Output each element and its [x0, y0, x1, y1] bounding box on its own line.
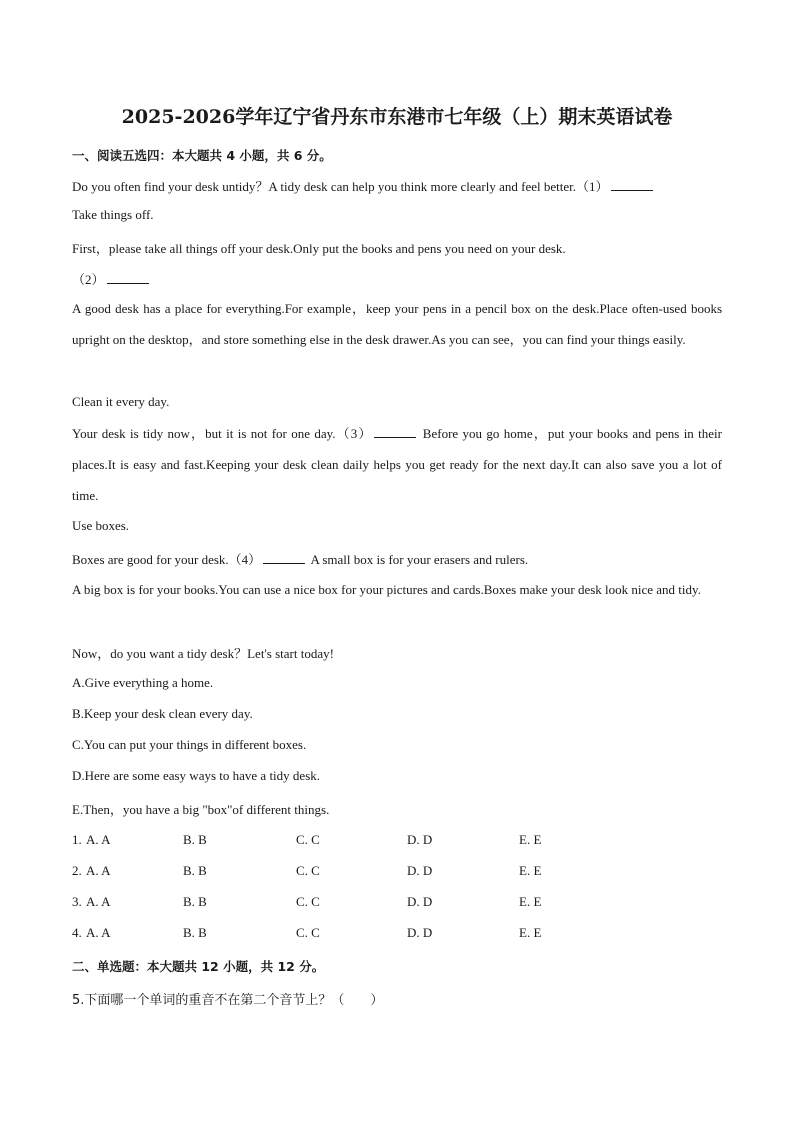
choice-item: B.Keep your desk clean every day.	[72, 706, 253, 721]
option-e[interactable]: E. E	[519, 894, 542, 909]
option-c[interactable]: C. C	[296, 863, 320, 878]
passage-line	[72, 269, 151, 288]
choice-item: E.Then，you have a big "box"of different things.	[72, 802, 330, 817]
passage-subheading: Take things off.	[72, 207, 154, 222]
blank-number: （2）	[72, 272, 105, 287]
question-number: 1.	[72, 832, 82, 847]
choice-item: C.You can put your things in different boxes.	[72, 737, 307, 752]
option-d[interactable]: D. D	[407, 925, 433, 940]
passage-line	[72, 549, 528, 568]
answer-blank[interactable]	[107, 271, 149, 284]
passage-text: Do you often find your desk untidy？A tidy desk can help you think more clearly and feel better.（1）	[72, 179, 609, 194]
choice-item: D.Here are some easy ways to have a tidy desk.	[72, 768, 320, 783]
option-d[interactable]: D. D	[407, 863, 433, 878]
option-e[interactable]: E. E	[519, 925, 542, 940]
page-title: 2025-2026学年辽宁省丹东市东港市七年级（上）期末英语试卷	[121, 106, 673, 128]
passage-paragraph	[72, 418, 722, 511]
section-heading-single-choice: 二、单选题：本大题共 12 小题，共 12 分。	[72, 959, 325, 974]
question-number: 3.	[72, 894, 82, 909]
question-number: 2.	[72, 863, 82, 878]
option-a[interactable]: A. A	[86, 894, 111, 909]
option-c[interactable]: C. C	[296, 925, 320, 940]
option-d[interactable]: D. D	[407, 832, 433, 847]
choice-item: A.Give everything a home.	[72, 675, 214, 690]
answer-blank[interactable]	[263, 551, 305, 564]
passage-line	[72, 176, 655, 195]
passage-text: A small box is for your erasers and rulers.	[310, 552, 529, 567]
option-b[interactable]: B. B	[183, 894, 207, 909]
passage-line: Now，do you want a tidy desk？Let's start today!	[72, 646, 334, 661]
option-c[interactable]: C. C	[296, 832, 320, 847]
passage-subheading: Use boxes.	[72, 518, 130, 533]
answer-blank[interactable]	[374, 425, 416, 438]
option-b[interactable]: B. B	[183, 832, 207, 847]
section-heading-reading: 一、阅读五选四：本大题共 4 小题，共 6 分。	[72, 148, 332, 163]
passage-line: First，please take all things off your desk.Only put the books and pens you need on your desk.	[72, 241, 566, 256]
option-a[interactable]: A. A	[86, 832, 111, 847]
option-a[interactable]: A. A	[86, 863, 111, 878]
option-a[interactable]: A. A	[86, 925, 111, 940]
question-number: 4.	[72, 925, 82, 940]
option-e[interactable]: E. E	[519, 832, 542, 847]
option-c[interactable]: C. C	[296, 894, 320, 909]
option-b[interactable]: B. B	[183, 863, 207, 878]
passage-text: Boxes are good for your desk.（4）	[72, 552, 262, 567]
passage-text: Your desk is tidy now，but it is not for one day.（3）	[72, 426, 373, 441]
question-5: 5.下面哪一个单词的重音不在第二个音节上？（ ）	[72, 993, 384, 1008]
option-d[interactable]: D. D	[407, 894, 433, 909]
option-e[interactable]: E. E	[519, 863, 542, 878]
passage-paragraph: A good desk has a place for everything.For example，keep your pens in a pencil box on the desk.Place often-used books upright on the desktop，and store something else in the desk drawer.As you can see，you can find your things easily.	[72, 301, 722, 347]
passage-text: Before you go home，put your books and pens in their places.It is easy and fast.Keeping your desk clean daily helps you get ready for the next day.It can also save you a lot of time.	[72, 426, 722, 503]
passage-subheading: Clean it every day.	[72, 394, 170, 409]
option-b[interactable]: B. B	[183, 925, 207, 940]
answer-blank[interactable]	[611, 178, 653, 191]
passage-paragraph: A big box is for your books.You can use a nice box for your pictures and cards.Boxes make your desk look nice and tidy.	[72, 582, 701, 597]
